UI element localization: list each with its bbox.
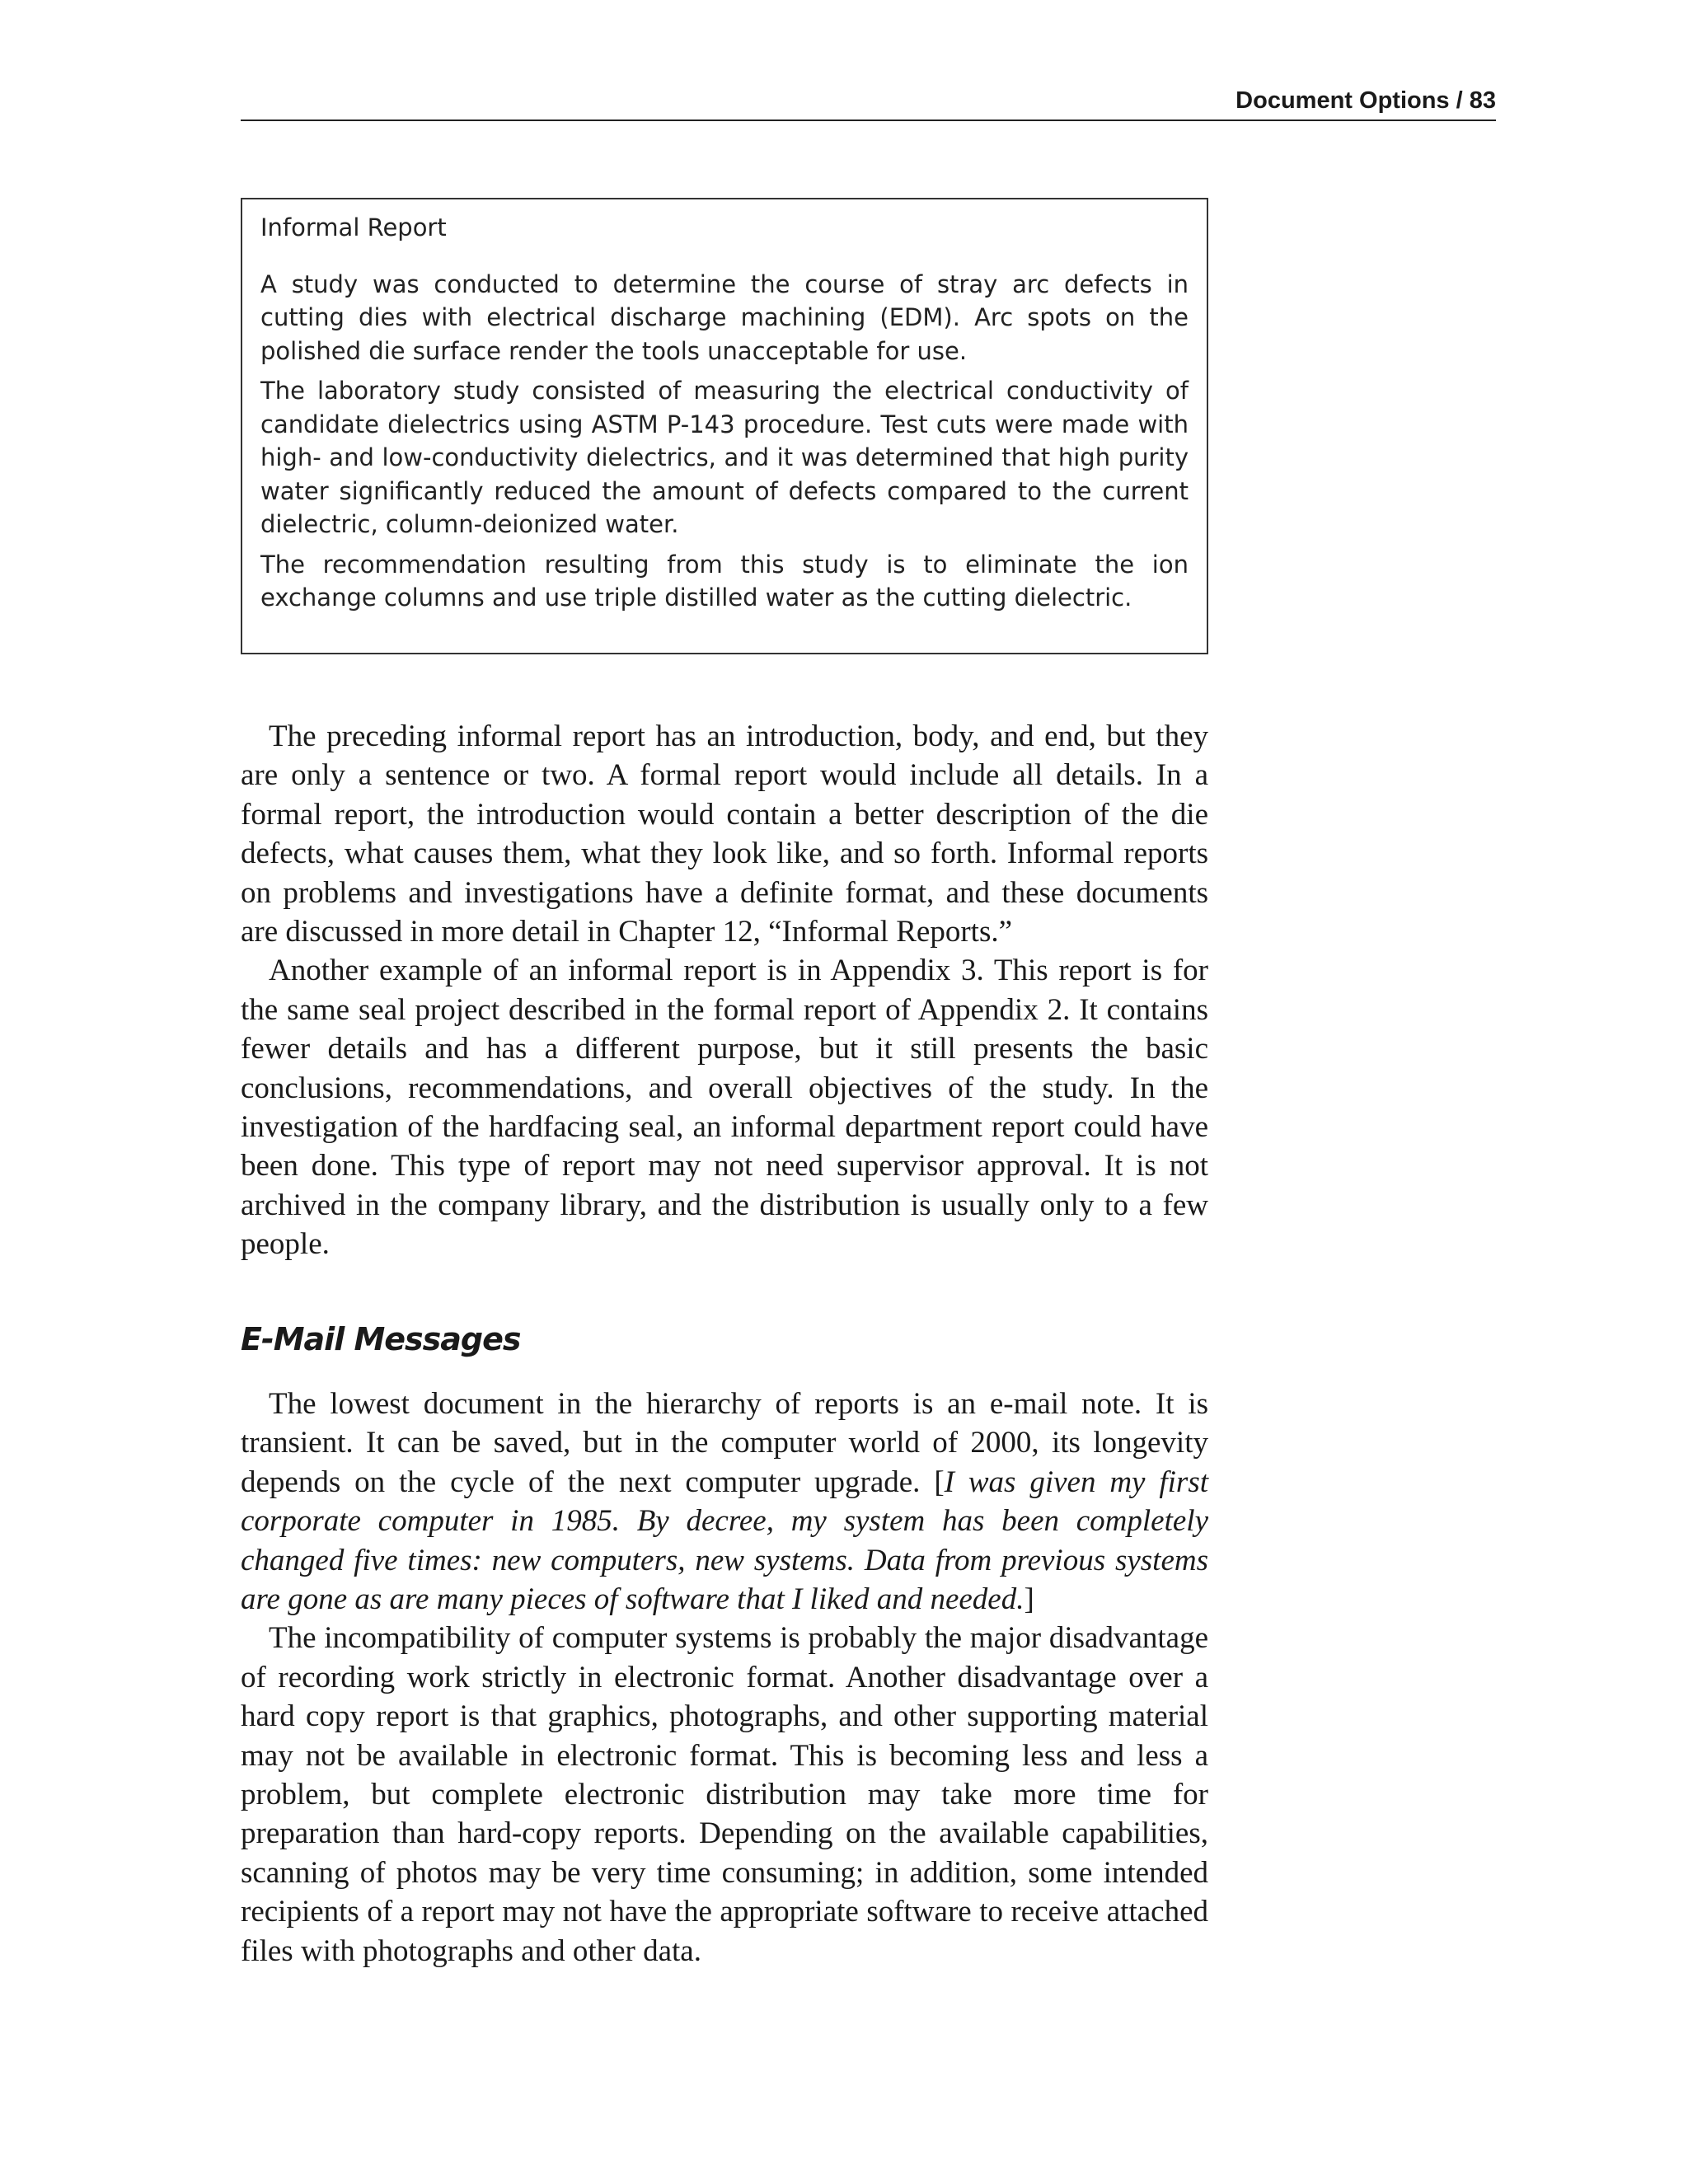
author-aside: I was given my first corporate computer in 1985. By decree, my system has been completely changed five times: new computers, new systems. Data from previous systems are gone as are many pieces of software that I liked and needed. (241, 1465, 1208, 1617)
body-text-informal-reports (241, 717, 1208, 1264)
running-head: Document Options / 83 (1236, 87, 1496, 114)
report-box-paragraph: The recommendation resulting from this study is to eliminate the ion exchange columns and use triple distilled water as the cutting dielectric. (260, 550, 1189, 612)
report-box-paragraph: A study was conducted to determine the course of stray arc defects in cutting dies with electrical discharge machining (EDM). Arc spots on the polished die surface render the tools unacceptable for use. (260, 269, 1189, 365)
report-box-paragraph: The laboratory study consisted of measuring the electrical conductivity of candidate dielectrics using ASTM P-143 procedure. Test cuts were made with high- and low-conductivity dielectrics, and it was determined that high purity water significantly reduced the amount of defects compared to the current dielectric, column-deionized water. (260, 377, 1189, 538)
body-text-email (241, 1385, 1208, 1971)
email-paragraph-lead: The lowest document in the hierarchy of reports is an e-mail note. It is transient. It can be saved, but in the computer world of 2000, its longevity depends on the cycle of the next computer upgrade. [ (241, 1387, 1208, 1499)
report-box-title: Informal Report (260, 213, 447, 241)
email-paragraph: The incompatibility of computer systems is probably the major disadvantage of recording work strictly in electronic format. Another disadvantage over a hard copy report is that graphics, photographs, and other supporting material may not be available in electronic format. This is becoming less and less a problem, but complete electronic distribution may take more time for preparation than hard-copy reports. Depending on the available capabilities, scanning of photos may be very time consuming; in addition, some intended recipients of a report may not have the appropriate software to receive attached files with photographs and other data. (241, 1621, 1208, 1968)
informal-report-box (241, 198, 1208, 654)
body-paragraph: The preceding informal report has an introduction, body, and end, but they are only a sentence or two. A formal report would include all details. In a formal report, the introduction would contain a better description of the die defects, what causes them, what they look like, and so forth. Informal reports on problems and investigations have a definite format, and these documents are discussed in more detail in Chapter 12, “Informal Reports.” (241, 719, 1208, 949)
email-paragraph (241, 1385, 1208, 1619)
body-paragraph: Another example of an informal report is in Appendix 3. This report is for the same seal project described in the formal report of Appendix 2. It contains fewer details and has a different purpose, but it still presents the basic conclusions, recommendations, and overall objectives of the study. In the investigation of the hardfacing seal, an informal department report could have been done. This type of report may not need supervisor approval. It is not archived in the company library, and the distribution is usually only to a few people. (241, 954, 1208, 1262)
header-rule (241, 120, 1496, 121)
section-heading-email: E-Mail Messages (241, 1321, 521, 1357)
email-paragraph-close: ] (1024, 1582, 1034, 1617)
